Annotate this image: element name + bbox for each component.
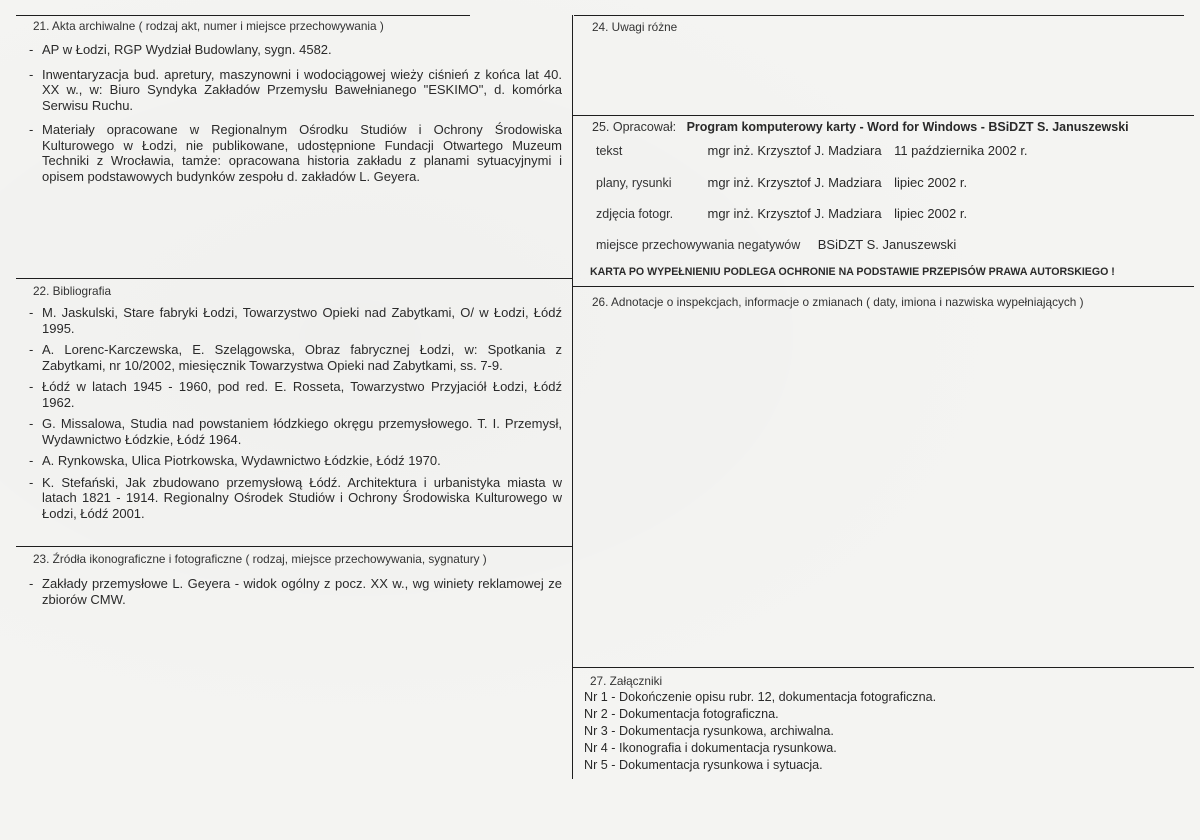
section-24-title: 24. Uwagi różne	[592, 20, 678, 34]
section-23-list	[28, 576, 562, 607]
attachment-item: Nr 1 - Dokończenie opisu rubr. 12, dokumentacja fotograficzna.	[584, 690, 937, 704]
negatives-row	[596, 237, 956, 252]
top-rule-right	[574, 15, 1184, 16]
negatives-value: BSiDZT S. Januszewski	[817, 237, 957, 252]
section-21-archival-records	[28, 19, 562, 190]
section-22-bibliography	[28, 284, 562, 527]
section-27-attachments	[584, 674, 936, 774]
section-27-title: 27. Załączniki	[590, 674, 663, 688]
rule-below-22	[16, 546, 572, 547]
rule-below-21	[16, 278, 572, 279]
author-row-photos	[596, 206, 1186, 221]
list-item: - M. Jaskulski, Stare fabryki Łodzi, Towarzystwo Opieki nad Zabytkami, O/ w Łodzi, Łódź 1995.	[28, 305, 562, 336]
rule-below-25	[572, 286, 1194, 287]
author-row-label: plany, rysunki	[596, 176, 672, 190]
section-25-prepared-by	[592, 120, 1192, 284]
section-25-header	[592, 120, 1129, 134]
rule-above-27	[572, 667, 1194, 668]
section-23-title: 23. Źródła ikonograficzne i fotograficzne ( rodzaj, miejsce przechowywania, sygnatury )	[33, 552, 487, 566]
section-22-list	[28, 305, 562, 521]
top-rule-left	[16, 15, 470, 16]
list-item: - A. Rynkowska, Ulica Piotrkowska, Wydawnictwo Łódzkie, Łódź 1970.	[28, 453, 562, 469]
author-row-person: mgr inż. Krzysztof J. Madziara	[707, 143, 882, 158]
list-item: - Łódź w latach 1945 - 1960, pod red. E. Rosseta, Towarzystwo Przyjaciół Łodzi, Łódź 1962.	[28, 379, 562, 410]
copyright-notice: KARTA PO WYPEŁNIENIU PODLEGA OCHRONIE NA PODSTAWIE PRZEPISÓW PRAWA AUTORSKIEGO !	[590, 266, 1115, 278]
list-item: - Materiały opracowane w Regionalnym Ośrodku Studiów i Ochrony Środowiska Kulturowego w Łodzi, nie publikowane, udostępnione Fundacji Otwartego Muzeum Techniki z Wrocławia, tamże: opracowana historia zakładu z planami sytuacyjnymi i opisem podstawowych budynków zespołu d. zakładów L. Geyera.	[28, 122, 562, 184]
attachment-item: Nr 4 - Ikonografia i dokumentacja rysunkowa.	[584, 741, 837, 755]
section-24-remarks	[592, 20, 677, 34]
author-row-date: lipiec 2002 r.	[894, 175, 968, 190]
section-21-title: 21. Akta archiwalne ( rodzaj akt, numer i miejsce przechowywania )	[33, 19, 384, 33]
author-row-person: mgr inż. Krzysztof J. Madziara	[707, 175, 882, 190]
list-item: - Inwentaryzacja bud. apretury, maszynowni i wodociągowej wieży ciśnień z końca lat 40. XX w., w: Biuro Syndyka Zakładów Przemysłu Bawełnianego "ESKIMO", d. komórka Serwisu Ruchu.	[28, 67, 562, 114]
section-22-title: 22. Bibliografia	[33, 284, 112, 298]
author-row-label: tekst	[596, 144, 623, 158]
rule-below-24	[572, 115, 1194, 116]
section-21-list	[28, 42, 562, 184]
author-row-text	[596, 143, 1186, 158]
list-item: - K. Stefański, Jak zbudowano przemysłową Łódź. Architektura i urbanistyka miasta w latach 1821 - 1914. Regionalny Ośrodek Studiów i Ochrony Środowiska Kulturowego w Łodzi, Łódź 2001.	[28, 475, 562, 522]
author-row-label: zdjęcia fotogr.	[596, 207, 674, 221]
list-item: - Zakłady przemysłowe L. Geyera - widok ogólny z pocz. XX w., wg winiety reklamowej ze zbiorów CMW.	[28, 576, 562, 607]
attachment-item: Nr 2 - Dokumentacja fotograficzna.	[584, 707, 779, 721]
list-item: - G. Missalowa, Studia nad powstaniem łódzkiego okręgu przemysłowego. T. I. Przemysł, Wydawnictwo Łódzkie, Łódź 1964.	[28, 416, 562, 447]
negatives-label: miejsce przechowywania negatywów	[596, 238, 801, 252]
section-26-title: 26. Adnotacje o inspekcjach, informacje o zmianach ( daty, imiona i nazwiska wypełniających )	[592, 295, 1084, 309]
attachment-item: Nr 3 - Dokumentacja rysunkowa, archiwalna.	[584, 724, 834, 738]
section-26-inspection-notes	[592, 295, 1084, 309]
author-row-person: mgr inż. Krzysztof J. Madziara	[707, 206, 882, 221]
author-row-date: 11 października 2002 r.	[894, 143, 1028, 158]
section-25-title: 25. Opracował:	[592, 120, 677, 134]
list-item: - AP w Łodzi, RGP Wydział Budowlany, sygn. 4582.	[28, 42, 562, 58]
section-23-iconographic-sources	[28, 552, 562, 613]
list-item: - A. Lorenc-Karczewska, E. Szelągowska, Obraz fabrycznej Łodzi, w: Spotkania z Zabytkami, nr 10/2002, miesięcznik Towarzystwa Opieki nad Zabytkami, ss. 7-9.	[28, 342, 562, 373]
attachment-item: Nr 5 - Dokumentacja rysunkowa i sytuacja.	[584, 758, 823, 772]
author-row-date: lipiec 2002 r.	[894, 206, 968, 221]
center-divider	[572, 15, 573, 779]
program-credit: Program komputerowy karty - Word for Windows - BSiDZT S. Januszewski	[686, 120, 1129, 134]
author-row-drawings	[596, 175, 1186, 190]
